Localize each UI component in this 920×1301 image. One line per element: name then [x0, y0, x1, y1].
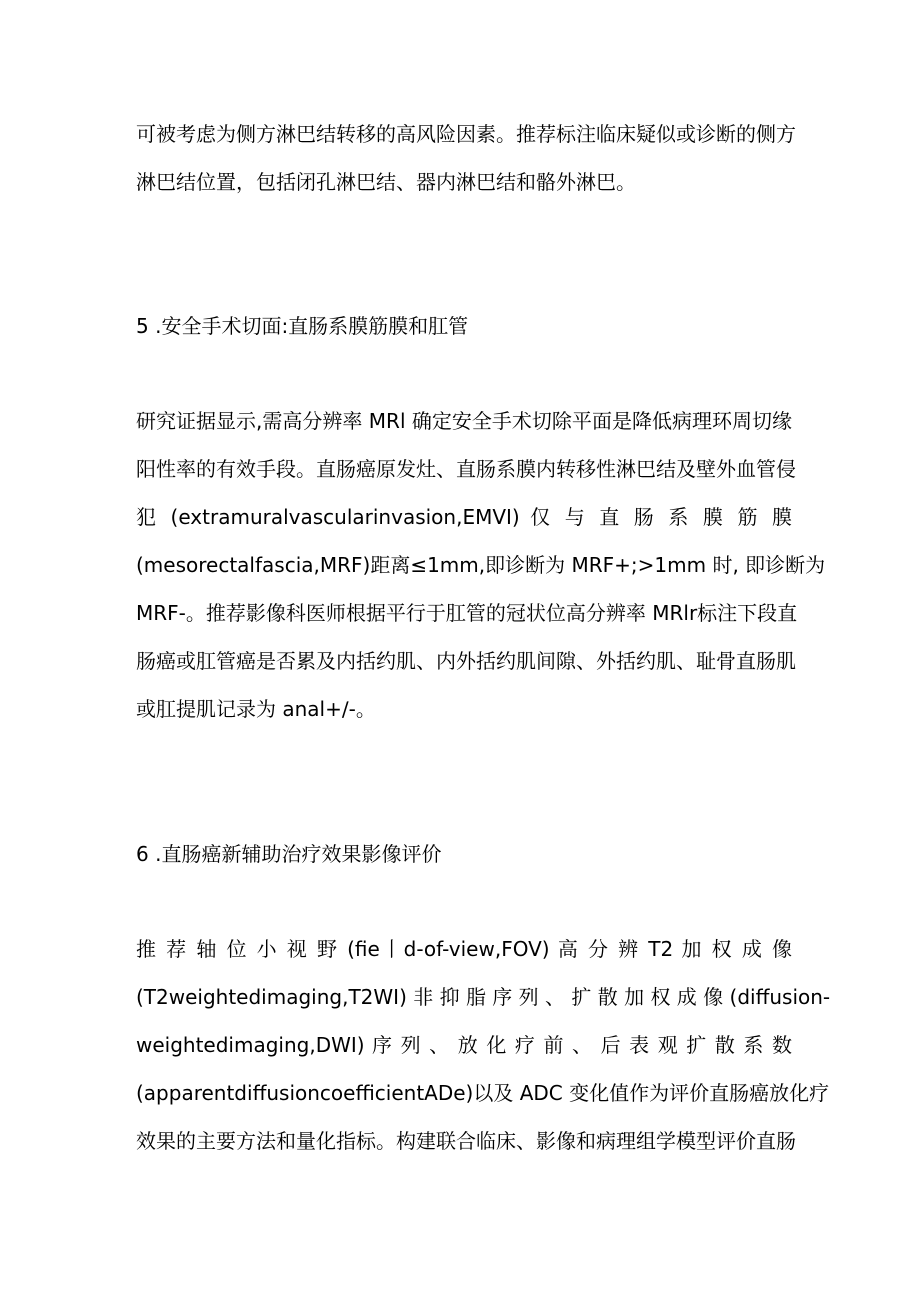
text-line: weightedimaging,DWI) 序 列 、 放 化 疗 前 、 后 表 观 扩 散 系 数 — [136, 1033, 792, 1057]
text-line: (T2weightedimaging,T2WI) 非 抑 脂 序 列 、 扩 散 加 权 成 像 (diffusion- — [136, 985, 831, 1009]
text-line: 研究证据显示,需高分辨率 MRl 确定安全手术切除平面是降低病理环周切缘 — [136, 409, 792, 433]
section-heading-6: 6 .直肠癌新辅助治疗效果影像评价 — [136, 842, 442, 866]
section-heading-5: 5 .安全手术切面:直肠系膜筋膜和肛管 — [136, 314, 469, 338]
text-line: MRF-。推荐影像科医师根据平行于肛管的冠状位高分辨率 MRlr标注下段直 — [136, 601, 798, 625]
text-line: 肠癌或肛管癌是否累及内括约肌、内外括约肌间隙、外括约肌、耻骨直肠肌 — [136, 649, 796, 673]
text-line: 阳性率的有效手段。直肠癌原发灶、直肠系膜内转移性淋巴结及壁外血管侵 — [136, 457, 796, 481]
text-line: 推 荐 轴 位 小 视 野 (fie丨d-of-view,FOV) 高 分 辨 T2 加 权 成 像 — [136, 937, 792, 961]
text-line: 或肛提肌记录为 anal+∕-。 — [136, 697, 376, 721]
text-line: 可被考虑为侧方淋巴结转移的高风险因素。推荐标注临床疑似或诊断的侧方 — [136, 122, 796, 146]
text-line: 淋巴结位置，包括闭孔淋巴结、器内淋巴结和骼外淋巴。 — [136, 170, 636, 194]
text-line: 效果的主要方法和量化指标。构建联合临床、影像和病理组学模型评价直肠 — [136, 1129, 796, 1153]
text-line: 犯 (extramuralvascularinvasion,EMVI) 仅 与 直 肠 系 膜 筋 膜 — [136, 505, 792, 529]
text-line: (mesorectalfascia,MRF)距离≤1mm,即诊断为 MRF+;>1mm 时, 即诊断为 — [136, 553, 826, 577]
text-line: (apparentdiffusioncoefficientADe)以及 ADC 变化值作为评价直肠癌放化疗 — [136, 1081, 830, 1105]
